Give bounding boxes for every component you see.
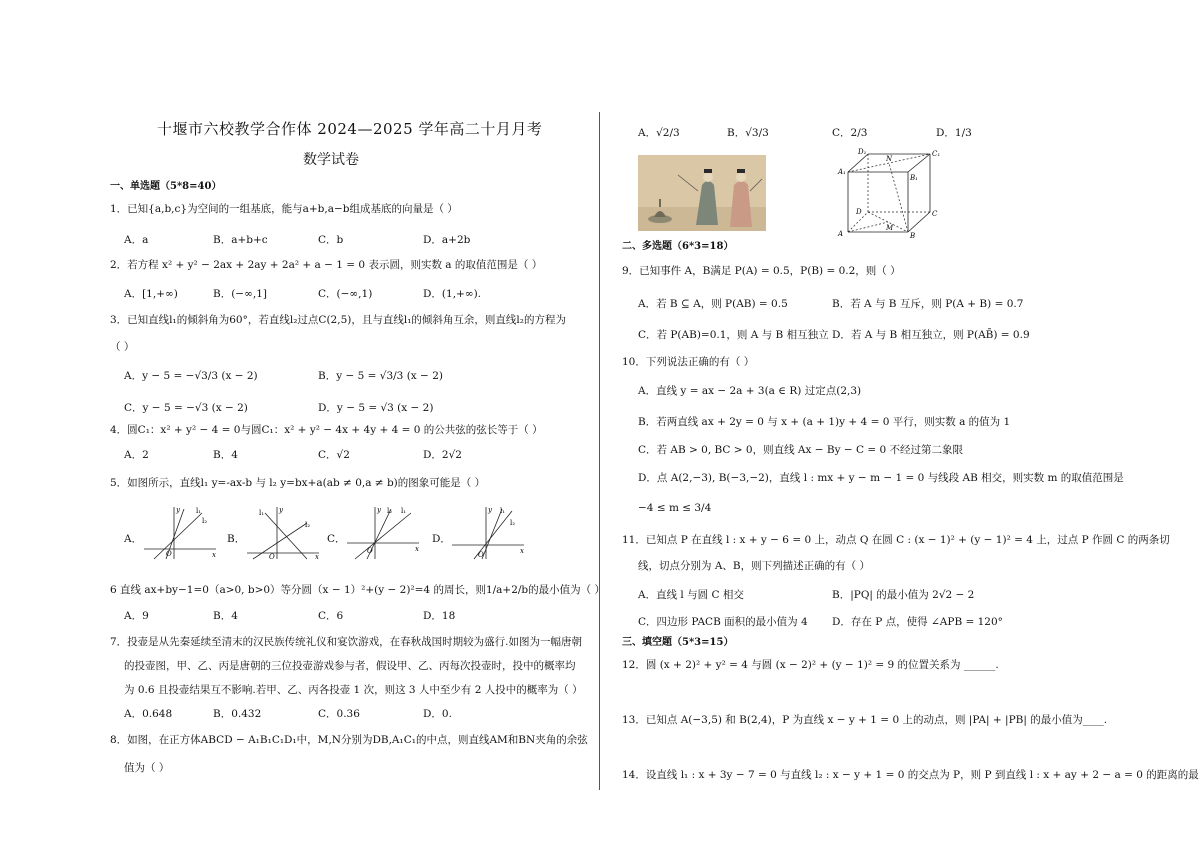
q9-option-d: D．若 A 与 B 相互独立，则 P(AB̄) = 0.9 bbox=[832, 329, 1030, 341]
q2-option-d: D．(1,+∞). bbox=[423, 288, 482, 300]
q10-stem: 10．下列说法正确的有（ ） bbox=[622, 356, 755, 368]
column-divider bbox=[599, 112, 600, 790]
q9-option-a: A．若 B ⊆ A，则 P(AB) = 0.5 bbox=[638, 298, 788, 310]
q2-option-c: C．(−∞,1) bbox=[318, 288, 373, 300]
q5-option-c: C． bbox=[327, 533, 346, 545]
q6-option-d: D．18 bbox=[423, 610, 456, 622]
q2-option-a: A．[1,+∞) bbox=[124, 288, 178, 300]
q6-option-c: C．6 bbox=[318, 610, 344, 622]
q5-graph-b bbox=[243, 503, 323, 561]
q4-stem: 4．圆C₁：x² + y² − 4 = 0与圆C₁：x² + y² − 4x + 4y + 4 = 0 的公共弦的弦长等于（ ） bbox=[110, 424, 543, 436]
exam-subtitle: 数学试卷 bbox=[303, 152, 359, 168]
q5c-l1: l₁ bbox=[401, 507, 407, 515]
cube-label-c1: C₁ bbox=[932, 150, 941, 158]
q10-option-b: B．若两直线 ax + 2y = 0 与 x + (a + 1)y + 4 = 0 平行，则实数 a 的值为 1 bbox=[638, 416, 1011, 428]
q5a-l2: l₂ bbox=[202, 517, 208, 525]
q3-option-c: C．y − 5 = −√3 (x − 2) bbox=[124, 402, 248, 414]
cube-figure bbox=[834, 146, 950, 238]
q4-option-a: A．2 bbox=[124, 449, 149, 461]
q4-option-d: D．2√2 bbox=[423, 449, 462, 461]
q1-option-c: C．b bbox=[318, 234, 344, 246]
q7-line1: 7．投壶是从先秦延续至清末的汉民族传统礼仪和宴饮游戏，在春秋战国时期较为盛行.如图为一幅唐朝 bbox=[110, 636, 583, 648]
q5d-y: y bbox=[488, 506, 492, 514]
q11-option-d: D．存在 P 点，使得 ∠APB = 120° bbox=[832, 616, 1003, 628]
q7-line2: 的投壶图，甲、乙、丙是唐朝的三位投壶游戏参与者，假设甲、乙、丙每次投壶时，投中的概率均 bbox=[124, 660, 576, 672]
q8-option-d: D．1/3 bbox=[936, 127, 972, 139]
q5-stem: 5．如图所示，直线l₁ y=-ax-b 与 l₂ y=bx+a(ab ≠ 0,a ≠ b)的图象可能是（ ） bbox=[110, 477, 486, 489]
cube-label-d1: D₁ bbox=[858, 148, 867, 156]
q10-option-d: D．点 A(2,−3), B(−3,−2)，直线 l : mx + y − m − 1 = 0 与线段 AB 相交，则实数 m 的取值范围是 bbox=[638, 472, 1124, 484]
q1-option-a: A．a bbox=[124, 234, 149, 246]
q11-option-c: C．四边形 PACB 面积的最小值为 4 bbox=[638, 616, 808, 628]
q5d-origin: O bbox=[478, 551, 484, 559]
q5-graph-a bbox=[140, 503, 220, 561]
q5b-l2: l₂ bbox=[305, 521, 311, 529]
q10-option-d-range: −4 ≤ m ≤ 3/4 bbox=[638, 502, 712, 514]
q5-graph-d bbox=[448, 503, 528, 561]
q5c-l2: l₂ bbox=[387, 507, 393, 515]
q3-option-a: A．y − 5 = −√3/3 (x − 2) bbox=[124, 370, 258, 382]
cube-label-b: B bbox=[910, 232, 916, 238]
q9-stem: 9．已知事件 A，B满足 P(A) = 0.5，P(B) = 0.2，则（ ） bbox=[622, 265, 901, 277]
q6-option-a: A．9 bbox=[124, 610, 149, 622]
q5d-l2: l₂ bbox=[510, 519, 516, 527]
q9-option-c: C．若 P(AB)=0.1，则 A 与 B 相互独立 bbox=[638, 329, 829, 341]
exam-title: 十堰市六校教学合作体 2024—2025 学年高二十月月考 bbox=[157, 120, 543, 138]
q14-stem: 14．设直线 l₁ : x + 3y − 7 = 0 与直线 l₂ : x − y + 1 = 0 的交点为 P，则 P 到直线 l : x + ay + 2 − a = 0 的距离的最 bbox=[622, 769, 1199, 781]
q8-line1: 8．如图，在正方体ABCD − A₁B₁C₁D₁中，M,N分别为DB,A₁C₁的中点，则直线AM和BN夹角的余弦 bbox=[110, 734, 588, 746]
q7-option-a: A．0.648 bbox=[124, 708, 173, 720]
q8-line2: 值为（ ） bbox=[124, 762, 170, 774]
q13-stem: 13．已知点 A(−3,5) 和 B(2,4)，P 为直线 x − y + 1 = 0 上的动点，则 |PA| + |PB| 的最小值为____. bbox=[622, 714, 1108, 726]
q5-option-d: D． bbox=[432, 533, 451, 545]
q5d-x: x bbox=[520, 547, 524, 555]
q5b-y: y bbox=[279, 506, 283, 514]
q4-option-c: C．√2 bbox=[318, 449, 350, 461]
cube-label-b1: B₁ bbox=[910, 174, 918, 182]
q8-option-c: C．2/3 bbox=[832, 127, 868, 139]
q2-stem: 2．若方程 x² + y² − 2ax + 2ay + 2a² + a − 1 = 0 表示圆，则实数 a 的取值范围是（ ） bbox=[110, 259, 543, 271]
q11-option-a: A．直线 l 与圆 C 相交 bbox=[638, 589, 744, 601]
q8-option-b: B．√3/3 bbox=[727, 127, 769, 139]
q5-graph-c bbox=[343, 503, 423, 561]
q7-option-d: D．0. bbox=[423, 708, 452, 720]
q10-option-c: C．若 AB > 0, BC > 0，则直线 Ax − By − C = 0 不经过第二象限 bbox=[638, 444, 964, 456]
cube-label-a: A bbox=[838, 230, 844, 238]
q5-option-a: A． bbox=[124, 533, 143, 545]
q5b-l1: l₁ bbox=[259, 509, 265, 517]
q11-line1: 11．已知点 P 在直线 l : x + y − 6 = 0 上，动点 Q 在圆 C : (x − 1)² + (y − 1)² = 4 上，过点 P 作圆 C 的两条切 bbox=[622, 534, 1170, 546]
cube-label-a1: A₁ bbox=[838, 168, 846, 176]
q3-option-d: D．y − 5 = √3 (x − 2) bbox=[318, 402, 434, 414]
q5c-y: y bbox=[377, 506, 381, 514]
q7-line3: 为 0.6 且投壶结果互不影响.若甲、乙、丙各投壶 1 次，则这 3 人中至少有 2 人投中的概率为（ ） bbox=[124, 684, 583, 696]
q5b-x: x bbox=[315, 553, 319, 561]
q5a-y: y bbox=[176, 506, 180, 514]
q3-paren: （ ） bbox=[110, 341, 135, 353]
q5b-origin: O bbox=[269, 553, 275, 561]
cube-label-m: M bbox=[886, 224, 894, 232]
cube-label-n: N bbox=[886, 155, 893, 163]
q6-option-b: B．4 bbox=[213, 610, 238, 622]
q3-stem: 3．已知直线l₁的倾斜角为60°，若直线l₂过点C(2,5)，且与直线l₁的倾斜角互余，则直线l₂的方程为 bbox=[110, 314, 566, 326]
q6-stem: 6 直线 ax+by−1=0（a>0, b>0）等分圆（x − 1）²+(y − 2)²=4 的周长，则1/a+2/b的最小值为（ ） bbox=[110, 584, 605, 596]
q10-option-a: A．直线 y = ax − 2a + 3(a ∈ R) 过定点(2,3) bbox=[638, 385, 862, 397]
section-single-choice: 一、单选题（5*8=40） bbox=[110, 181, 222, 192]
cube-label-c: C bbox=[932, 210, 938, 218]
q5a-origin: O bbox=[166, 550, 172, 558]
cube-label-d: D bbox=[856, 208, 862, 216]
q1-stem: 1．已知{a,b,c}为空间的一组基底，能与a+b,a−b组成基底的向量是（ ） bbox=[110, 203, 458, 215]
q5d-l1: l₁ bbox=[500, 507, 506, 515]
q5a-l1: l₁ bbox=[196, 507, 202, 515]
q5a-x: x bbox=[212, 551, 216, 559]
section-multi-choice: 二、多选题（6*3=18） bbox=[622, 241, 734, 252]
q11-option-b: B．|PQ| 的最小值为 2√2 − 2 bbox=[832, 589, 975, 601]
q8-option-a: A．√2/3 bbox=[638, 127, 680, 139]
q1-option-d: D．a+2b bbox=[423, 234, 471, 246]
q7-option-b: B．0.432 bbox=[213, 708, 262, 720]
q11-line2: 线，切点分别为 A、B，则下列描述正确的有（ ） bbox=[638, 560, 870, 572]
q5c-origin: O bbox=[367, 547, 373, 555]
q7-option-c: C．0.36 bbox=[318, 708, 360, 720]
q12-stem: 12．圆 (x + 2)² + y² = 4 与圆 (x − 2)² + (y − 1)² = 9 的位置关系为 ______. bbox=[622, 659, 999, 671]
q5-option-b: B． bbox=[227, 533, 246, 545]
q9-option-b: B．若 A 与 B 互斥，则 P(A + B) = 0.7 bbox=[832, 298, 1024, 310]
q1-option-b: B．a+b+c bbox=[213, 234, 268, 246]
q2-option-b: B．(−∞,1] bbox=[213, 288, 267, 300]
section-fill-in: 三、填空题（5*3=15） bbox=[622, 637, 734, 648]
q5c-x: x bbox=[415, 545, 419, 553]
q4-option-b: B．4 bbox=[213, 449, 238, 461]
touhu-painting-image bbox=[638, 155, 766, 231]
q3-option-b: B．y − 5 = √3/3 (x − 2) bbox=[318, 370, 443, 382]
